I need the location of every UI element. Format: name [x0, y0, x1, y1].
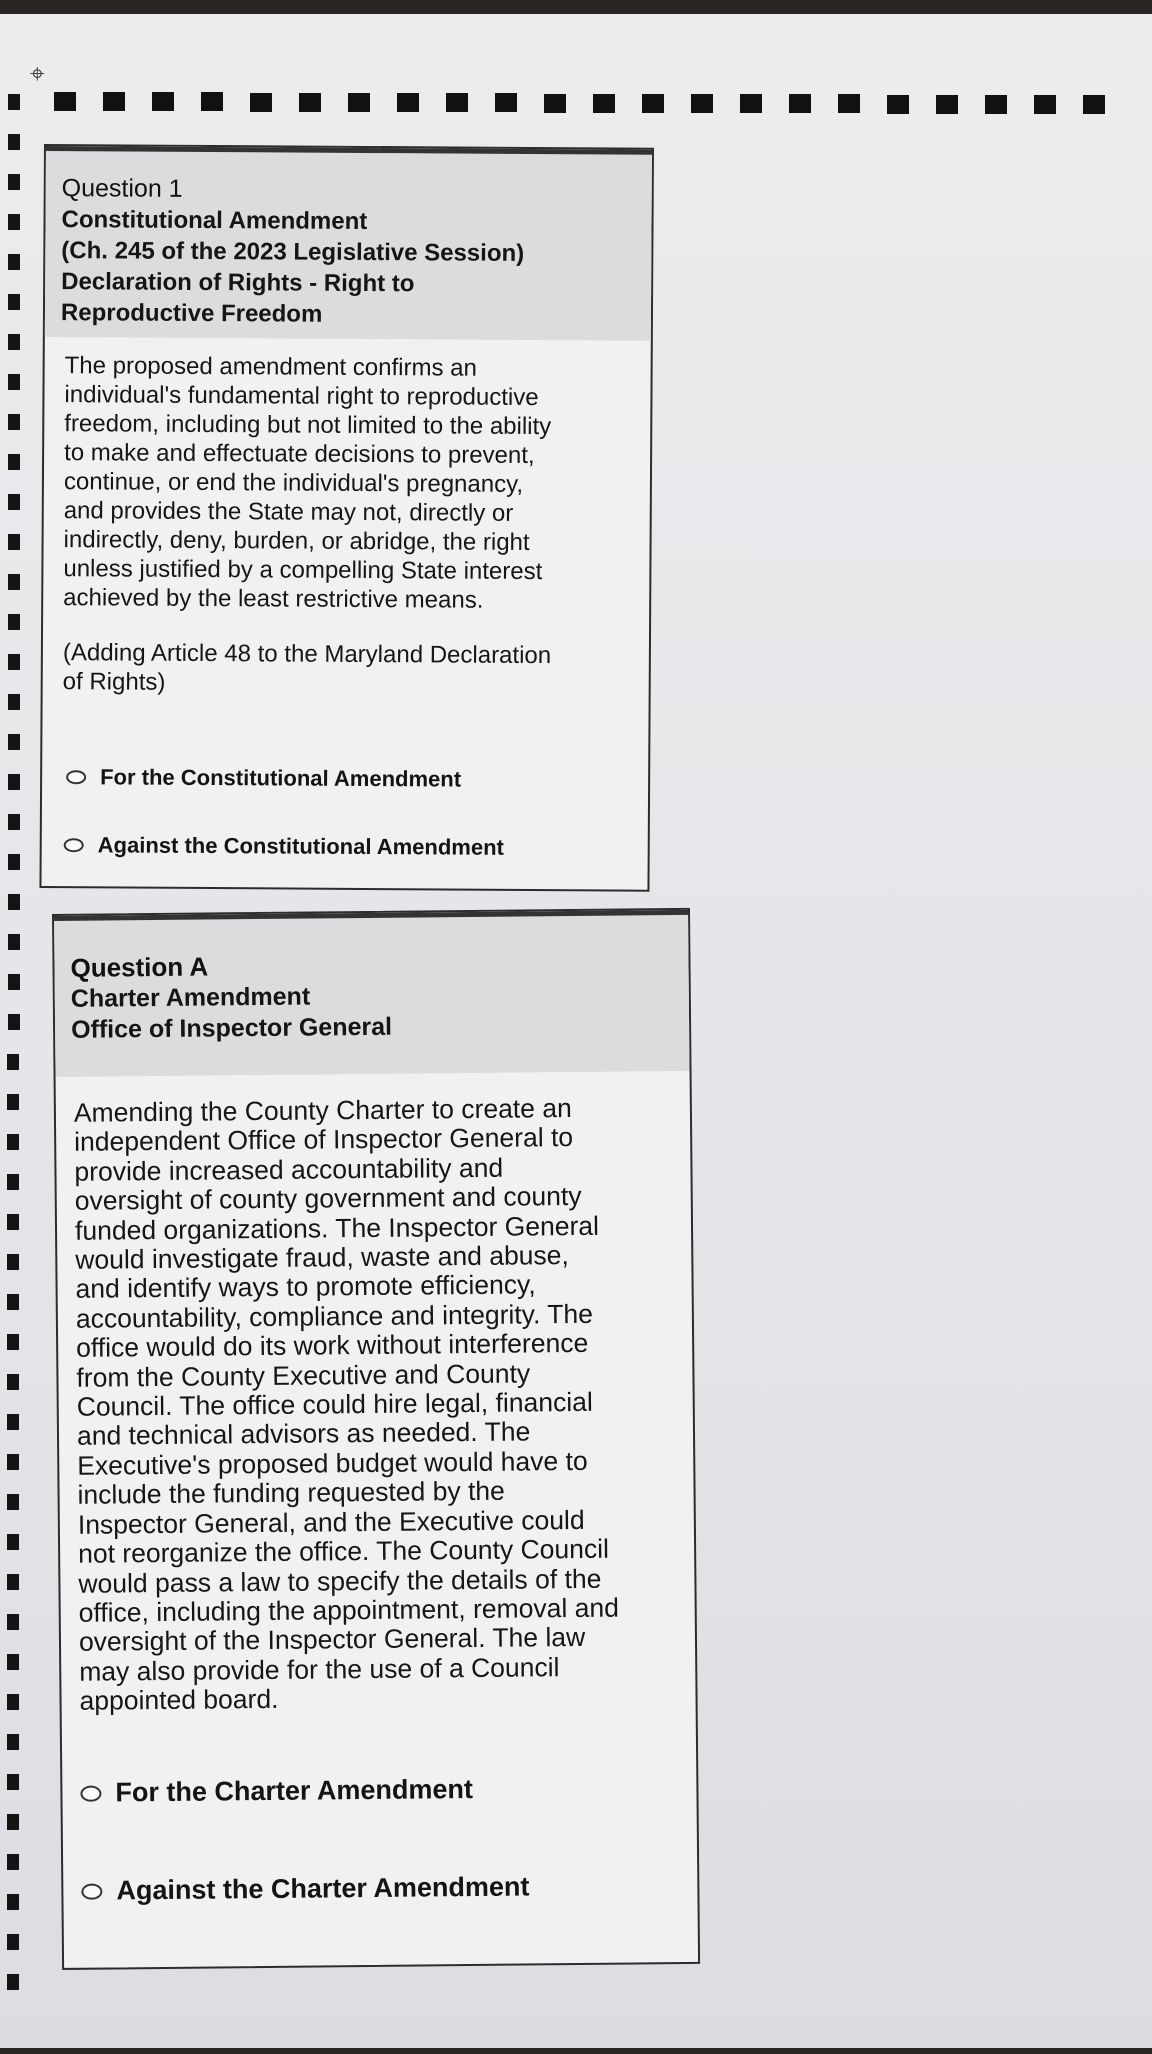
timing-mark [7, 1094, 19, 1110]
timing-mark [7, 1774, 19, 1790]
timing-mark [8, 574, 20, 590]
question-a-body-line: and identify ways to promote efficiency, [75, 1269, 536, 1305]
question-a-option-for[interactable] [80, 1774, 473, 1809]
timing-mark [103, 92, 125, 111]
timing-mark [593, 94, 615, 113]
question-1-body-line: The proposed amendment confirms an [64, 352, 477, 382]
question-a-body-line: provide increased accountability and [74, 1152, 504, 1187]
vote-oval-icon[interactable] [66, 770, 86, 784]
timing-mark [446, 93, 468, 112]
question-a-body-line: would pass a law to specify the details of the [78, 1563, 602, 1599]
question-a-body-line: may also provide for the use of a Council [79, 1651, 560, 1687]
question-1-body-line: to make and effectuate decisions to prevent, [64, 439, 535, 470]
question-1-box [39, 144, 654, 892]
timing-mark [397, 93, 419, 112]
timing-mark [7, 1814, 19, 1830]
timing-mark [250, 93, 272, 112]
registration-crosshair-icon: ⌖ [30, 58, 45, 88]
timing-mark [8, 534, 20, 550]
timing-mark [8, 694, 20, 710]
timing-mark [8, 614, 20, 630]
question-a-body-line: from the County Executive and County [76, 1358, 531, 1393]
timing-mark [8, 334, 20, 350]
timing-mark [544, 94, 566, 113]
timing-mark [1034, 95, 1056, 114]
timing-mark [7, 1054, 19, 1070]
timing-mark [201, 92, 223, 111]
timing-mark [7, 1734, 19, 1750]
timing-mark [8, 974, 20, 990]
timing-mark [7, 1214, 19, 1230]
timing-mark [8, 734, 20, 750]
timing-mark [7, 1974, 19, 1990]
timing-mark [8, 814, 20, 830]
question-a-header [54, 910, 690, 1077]
timing-mark [8, 94, 20, 110]
question-a-body-line: oversight of county government and county [74, 1181, 582, 1217]
question-1-body-line: individual's fundamental right to reproductive [64, 381, 539, 412]
question-a-body-line: independent Office of Inspector General to [74, 1122, 574, 1158]
timing-mark [8, 254, 20, 270]
question-1-option-against-label: Against the Constitutional Amendment [97, 832, 504, 860]
question-1-body-line: and provides the State may not, directly or [63, 497, 514, 527]
question-a-body-line: office, including the appointment, removal and [78, 1592, 619, 1628]
question-1-body-line: indirectly, deny, burden, or abridge, the right [63, 526, 530, 556]
timing-mark [152, 92, 174, 111]
timing-mark [8, 174, 20, 190]
timing-mark [8, 1014, 20, 1030]
question-1-body-line: unless justified by a compelling State interest [63, 555, 543, 586]
timing-mark [7, 1654, 19, 1670]
question-1-body [43, 337, 651, 700]
question-1-body-line: continue, or end the individual's pregnancy, [63, 468, 524, 498]
question-a-body-line: accountability, compliance and integrity. The [75, 1298, 594, 1334]
question-a-subject: Office of Inspector General [70, 1012, 393, 1044]
timing-mark [1083, 95, 1105, 114]
timing-mark [7, 1414, 19, 1430]
timing-mark [642, 94, 664, 113]
ballot-paper [0, 14, 1152, 2048]
question-a-body [56, 1071, 696, 1717]
timing-mark [7, 1574, 19, 1590]
question-a-type: Charter Amendment [70, 982, 311, 1013]
timing-mark [7, 1174, 19, 1190]
question-1-type: Constitutional Amendment [61, 206, 368, 235]
question-a-body-line: oversight of the Inspector General. The law [78, 1622, 586, 1658]
timing-mark [54, 92, 76, 111]
question-a-body-line: would investigate fraud, waste and abuse, [75, 1240, 569, 1275]
question-1-header [45, 146, 652, 341]
question-a-option-for-label: For the Charter Amendment [115, 1774, 474, 1808]
timing-mark [8, 854, 20, 870]
question-a-body-line: not reorganize the office. The County Council [77, 1533, 610, 1569]
question-a-body-line: Inspector General, and the Executive could [77, 1504, 585, 1540]
timing-mark [299, 93, 321, 112]
timing-mark [8, 774, 20, 790]
timing-mark [495, 93, 517, 112]
timing-mark [7, 1534, 19, 1550]
timing-mark [985, 95, 1007, 114]
timing-mark [7, 1294, 19, 1310]
question-a-body-line: include the funding requested by the [77, 1475, 505, 1511]
timing-mark [7, 1934, 19, 1950]
question-a-body-line: Amending the County Charter to create an [73, 1093, 572, 1128]
question-a-body-line: funded organizations. The Inspector General [74, 1210, 600, 1246]
timing-marks-top [54, 92, 1152, 112]
timing-mark [936, 95, 958, 114]
timing-marks-left [6, 94, 22, 2054]
vote-oval-icon[interactable] [64, 838, 84, 852]
question-a-box [52, 908, 700, 1970]
question-1-title: Question 1 [61, 174, 183, 203]
timing-mark [8, 374, 20, 390]
timing-mark [838, 94, 860, 113]
question-1-option-for-label: For the Constitutional Amendment [100, 764, 462, 792]
timing-mark [8, 934, 20, 950]
timing-mark [8, 494, 20, 510]
question-1-subject-line-1: Declaration of Rights - Right to [61, 268, 415, 298]
timing-mark [8, 454, 20, 470]
timing-mark [691, 94, 713, 113]
question-1-body-line: freedom, including but not limited to the ability [64, 410, 552, 441]
timing-mark [8, 414, 20, 430]
question-1-option-for[interactable] [66, 764, 461, 792]
question-a-body-line: Council. The office could hire legal, financial [76, 1386, 593, 1422]
question-a-body-line: appointed board. [79, 1683, 279, 1716]
question-1-session: (Ch. 245 of the 2023 Legislative Session) [61, 237, 525, 267]
timing-mark [887, 95, 909, 114]
timing-mark [7, 1494, 19, 1510]
question-a-option-against-label: Against the Charter Amendment [116, 1871, 530, 1906]
question-a-body-line: office would do its work without interference [76, 1328, 589, 1364]
timing-mark [7, 1134, 19, 1150]
timing-mark [7, 1614, 19, 1630]
question-1-note-line: of Rights) [62, 668, 166, 696]
timing-mark [348, 93, 370, 112]
question-1-option-against[interactable] [64, 832, 504, 861]
timing-mark [7, 1454, 19, 1470]
timing-mark [8, 214, 20, 230]
timing-mark [740, 94, 762, 113]
timing-mark [789, 94, 811, 113]
question-1-note-line: (Adding Article 48 to the Maryland Declaration [62, 639, 552, 670]
timing-mark [7, 1374, 19, 1390]
question-a-title: Question A [70, 951, 209, 983]
timing-mark [7, 1854, 19, 1870]
timing-mark [8, 294, 20, 310]
timing-mark [7, 1894, 19, 1910]
question-1-body-line: achieved by the least restrictive means. [63, 584, 484, 614]
vote-oval-icon[interactable] [80, 1785, 101, 1801]
question-a-body-line: Executive's proposed budget would have to [77, 1445, 588, 1481]
timing-mark [7, 1254, 19, 1270]
question-a-body-line: and technical advisors as needed. The [76, 1416, 531, 1452]
timing-mark [8, 134, 20, 150]
timing-mark [7, 1694, 19, 1710]
vote-oval-icon[interactable] [81, 1883, 102, 1899]
timing-mark [8, 894, 20, 910]
question-1-subject-line-2: Reproductive Freedom [60, 299, 323, 328]
question-a-option-against[interactable] [81, 1871, 529, 1906]
timing-mark [8, 654, 20, 670]
timing-mark [7, 1334, 19, 1350]
